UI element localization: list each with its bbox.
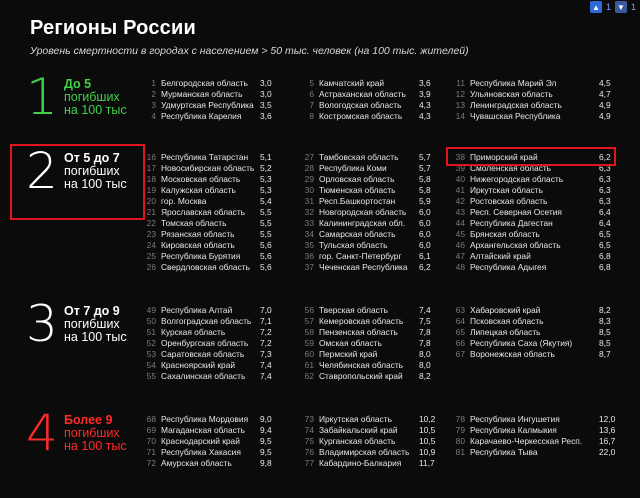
row-value: 7,2 <box>260 327 272 337</box>
row-value: 9,5 <box>260 436 272 446</box>
row-value: 5,6 <box>260 240 272 250</box>
row-value: 10,9 <box>419 447 436 457</box>
row-value: 6,4 <box>599 218 611 228</box>
row-value: 5,5 <box>260 218 272 228</box>
row-value: 5,5 <box>260 207 272 217</box>
row-region: Пермский край <box>319 349 378 359</box>
row-region: гор. Москва <box>161 196 207 206</box>
row-rank: 31 <box>304 196 314 206</box>
row-rank: 59 <box>304 338 314 348</box>
row-value: 12,0 <box>599 414 616 424</box>
row-value: 10,5 <box>419 436 436 446</box>
row-region: гор. Санкт-Петербург <box>319 251 402 261</box>
row-value: 11,7 <box>419 458 435 468</box>
row-value: 6,3 <box>599 196 611 206</box>
row-value: 7,3 <box>260 349 272 359</box>
row-rank: 8 <box>309 111 314 121</box>
row-value: 5,3 <box>260 174 272 184</box>
row-region: Кемеровская область <box>319 316 404 326</box>
row-region: Костромская область <box>319 111 403 121</box>
row-region: Кировская область <box>161 240 235 250</box>
row-rank: 41 <box>455 185 465 195</box>
row-region: Республика Коми <box>319 163 387 173</box>
group-range: От 5 до 7 <box>64 151 120 165</box>
group-range: До 5 <box>64 77 92 91</box>
row-rank: 55 <box>146 371 156 381</box>
row-value: 6,3 <box>599 163 611 173</box>
group-unit-line2: на 100 тыс <box>64 103 127 117</box>
row-rank: 23 <box>146 229 156 239</box>
row-region: Респ. Северная Осетия <box>470 207 562 217</box>
row-value: 3,0 <box>260 78 272 88</box>
row-region: Оренбургская область <box>161 338 249 348</box>
row-value: 22,0 <box>599 447 616 457</box>
row-value: 8,3 <box>599 316 611 326</box>
row-rank: 54 <box>146 360 156 370</box>
row-region: Ульяновская область <box>470 89 553 99</box>
group-unit-line2: на 100 тыс <box>64 330 127 344</box>
row-value: 7,4 <box>260 371 272 381</box>
row-rank: 18 <box>146 174 156 184</box>
row-value: 6,2 <box>599 152 611 162</box>
row-region: Республика Саха (Якутия) <box>470 338 573 348</box>
row-rank: 37 <box>304 262 314 272</box>
row-value: 6,5 <box>599 240 611 250</box>
group-number: 4 <box>26 404 58 462</box>
row-rank: 53 <box>146 349 156 359</box>
row-region: Смоленская область <box>470 163 552 173</box>
row-rank: 50 <box>146 316 156 326</box>
row-region: Красноярский край <box>161 360 236 370</box>
row-value: 6,3 <box>599 174 611 184</box>
row-rank: 35 <box>304 240 314 250</box>
row-region: Псковская область <box>470 316 544 326</box>
row-rank: 46 <box>455 240 465 250</box>
row-rank: 14 <box>455 111 465 121</box>
row-value: 7,0 <box>260 305 272 315</box>
group-number: 3 <box>26 295 58 353</box>
row-rank: 48 <box>455 262 465 272</box>
row-region: Калининградская обл. <box>319 218 406 228</box>
row-region: Новосибирская область <box>161 163 255 173</box>
row-value: 6,8 <box>599 251 611 261</box>
row-rank: 68 <box>146 414 156 424</box>
row-rank: 58 <box>304 327 314 337</box>
row-region: Республика Дагестан <box>470 218 553 228</box>
row-rank: 22 <box>146 218 156 228</box>
row-rank: 25 <box>146 251 156 261</box>
row-region: Саратовская область <box>161 349 245 359</box>
row-value: 7,5 <box>419 316 431 326</box>
row-rank: 32 <box>304 207 314 217</box>
row-value: 5,7 <box>419 163 431 173</box>
row-value: 6,4 <box>599 207 611 217</box>
row-rank: 33 <box>304 218 314 228</box>
row-region: Курская область <box>161 327 226 337</box>
row-region: Орловская область <box>319 174 395 184</box>
row-value: 7,8 <box>419 338 431 348</box>
row-region: Удмуртская Республика <box>161 100 254 110</box>
row-rank: 73 <box>304 414 314 424</box>
group-range: От 7 до 9 <box>64 304 120 318</box>
row-rank: 61 <box>304 360 314 370</box>
row-rank: 75 <box>304 436 314 446</box>
row-value: 3,6 <box>419 78 431 88</box>
row-region: Чувашская Республика <box>470 111 561 121</box>
row-region: Республика Бурятия <box>161 251 241 261</box>
row-value: 6,5 <box>599 229 611 239</box>
row-value: 4,9 <box>599 100 611 110</box>
row-rank: 28 <box>304 163 314 173</box>
row-region: Ленинградская область <box>470 100 562 110</box>
up-count: 1 <box>605 2 611 12</box>
row-value: 3,5 <box>260 100 272 110</box>
row-value: 5,4 <box>260 196 272 206</box>
row-region: Республика Калмыкия <box>470 425 557 435</box>
row-region: Тульская область <box>319 240 388 250</box>
row-rank: 69 <box>146 425 156 435</box>
row-rank: 43 <box>455 207 465 217</box>
row-value: 6,0 <box>419 229 431 239</box>
row-region: Камчатский край <box>319 78 385 88</box>
row-value: 3,6 <box>260 111 272 121</box>
row-region: Пензенская область <box>319 327 398 337</box>
row-region: Архангельская область <box>470 240 561 250</box>
row-region: Республика Адыгея <box>470 262 547 272</box>
group-unit-line1: погибших <box>64 90 120 104</box>
row-rank: 26 <box>146 262 156 272</box>
highlight-box-group-2 <box>10 144 145 220</box>
row-rank: 51 <box>146 327 156 337</box>
row-rank: 80 <box>455 436 465 446</box>
group-number: 2 <box>26 142 58 200</box>
page-subtitle: Уровень смертности в городах с населением > 50 тыс. человек (на 100 тыс. жителей) <box>30 45 469 57</box>
row-value: 8,0 <box>419 349 431 359</box>
row-region: Амурская область <box>161 458 232 468</box>
row-value: 4,3 <box>419 111 431 121</box>
row-value: 4,3 <box>419 100 431 110</box>
row-value: 5,8 <box>419 174 431 184</box>
row-region: Ростовская область <box>470 196 548 206</box>
row-value: 6,0 <box>419 207 431 217</box>
row-rank: 52 <box>146 338 156 348</box>
row-value: 6,2 <box>419 262 431 272</box>
row-region: Ставропольский край <box>319 371 403 381</box>
row-value: 10,2 <box>419 414 436 424</box>
row-region: Магаданская область <box>161 425 245 435</box>
row-region: Респ.Башкортостан <box>319 196 396 206</box>
row-rank: 40 <box>455 174 465 184</box>
row-value: 4,9 <box>599 111 611 121</box>
row-region: Республика Ингушетия <box>470 414 560 424</box>
group-unit-line1: погибших <box>64 317 120 331</box>
row-region: Республика Карелия <box>161 111 242 121</box>
group-label <box>64 414 127 453</box>
group-label <box>64 78 127 117</box>
down-count: 1 <box>630 2 636 12</box>
row-region: Кабардино-Балкария <box>319 458 402 468</box>
row-region: Томская область <box>161 218 227 228</box>
row-rank: 44 <box>455 218 465 228</box>
row-rank: 57 <box>304 316 314 326</box>
row-value: 6,8 <box>599 262 611 272</box>
row-region: Иркутская область <box>319 414 392 424</box>
row-value: 10,5 <box>419 425 436 435</box>
row-region: Республика Марий Эл <box>470 78 557 88</box>
row-value: 6,0 <box>419 240 431 250</box>
row-region: Вологодская область <box>319 100 402 110</box>
row-value: 7,1 <box>260 316 272 326</box>
row-value: 8,2 <box>419 371 431 381</box>
group-range: Более 9 <box>64 413 113 427</box>
thumbs-down-icon[interactable]: ▼ <box>615 1 627 13</box>
row-region: Хабаровский край <box>470 305 541 315</box>
row-rank: 2 <box>151 89 156 99</box>
row-rank: 42 <box>455 196 465 206</box>
group-number: 1 <box>26 68 58 126</box>
row-value: 5,3 <box>260 185 272 195</box>
row-rank: 77 <box>304 458 314 468</box>
row-region: Брянская область <box>470 229 540 239</box>
row-rank: 29 <box>304 174 314 184</box>
row-region: Калужская область <box>161 185 236 195</box>
row-rank: 56 <box>304 305 314 315</box>
row-region: Челябинская область <box>319 360 404 370</box>
row-rank: 70 <box>146 436 156 446</box>
row-value: 5,8 <box>419 185 431 195</box>
row-region: Сахалинская область <box>161 371 246 381</box>
row-rank: 12 <box>455 89 465 99</box>
row-region: Иркутская область <box>470 185 543 195</box>
row-rank: 67 <box>455 349 465 359</box>
row-rank: 20 <box>146 196 156 206</box>
row-value: 7,8 <box>419 327 431 337</box>
row-value: 5,6 <box>260 251 272 261</box>
row-value: 7,2 <box>260 338 272 348</box>
row-rank: 7 <box>309 100 314 110</box>
row-region: Самарская область <box>319 229 396 239</box>
group-unit-line2: на 100 тыс <box>64 177 127 191</box>
row-region: Карачаево-Черкесская Респ. <box>470 436 583 446</box>
row-value: 3,9 <box>419 89 431 99</box>
row-value: 4,5 <box>599 78 611 88</box>
row-value: 6,0 <box>419 218 431 228</box>
row-rank: 21 <box>146 207 156 217</box>
group-unit-line1: погибших <box>64 164 120 178</box>
row-rank: 30 <box>304 185 314 195</box>
row-region: Курганская область <box>319 436 396 446</box>
rating-widget <box>586 0 640 14</box>
row-rank: 17 <box>146 163 156 173</box>
row-region: Тамбовская область <box>319 152 399 162</box>
row-value: 8,7 <box>599 349 611 359</box>
row-region: Тюменская область <box>319 185 396 195</box>
row-value: 9,0 <box>260 414 272 424</box>
row-rank: 36 <box>304 251 314 261</box>
row-value: 5,1 <box>260 152 272 162</box>
row-value: 5,6 <box>260 262 272 272</box>
row-rank: 76 <box>304 447 314 457</box>
row-rank: 39 <box>455 163 465 173</box>
row-region: Владимирская область <box>319 447 410 457</box>
row-value: 7,4 <box>419 305 431 315</box>
row-rank: 78 <box>455 414 465 424</box>
row-rank: 81 <box>455 447 465 457</box>
row-region: Чеченская Республика <box>319 262 408 272</box>
row-region: Краснодарский край <box>161 436 240 446</box>
row-region: Московская область <box>161 174 241 184</box>
row-rank: 38 <box>455 152 465 162</box>
row-value: 5,9 <box>419 196 431 206</box>
thumbs-up-icon[interactable]: ▲ <box>590 1 602 13</box>
row-value: 9,4 <box>260 425 272 435</box>
row-value: 6,3 <box>599 185 611 195</box>
group-unit-line1: погибших <box>64 426 120 440</box>
row-value: 5,7 <box>419 152 431 162</box>
row-rank: 79 <box>455 425 465 435</box>
row-value: 13,6 <box>599 425 616 435</box>
row-rank: 49 <box>146 305 156 315</box>
row-rank: 71 <box>146 447 156 457</box>
row-region: Нижегородская область <box>470 174 564 184</box>
highlight-box-primorsky <box>446 147 616 166</box>
row-value: 8,5 <box>599 327 611 337</box>
row-rank: 45 <box>455 229 465 239</box>
row-region: Приморский край <box>470 152 538 162</box>
row-region: Белгородская область <box>161 78 248 88</box>
row-region: Омская область <box>319 338 382 348</box>
row-rank: 4 <box>151 111 156 121</box>
row-region: Липецкая область <box>470 327 541 337</box>
row-rank: 16 <box>146 152 156 162</box>
row-value: 16,7 <box>599 436 616 446</box>
row-rank: 47 <box>455 251 465 261</box>
row-region: Рязанская область <box>161 229 235 239</box>
row-region: Воронежская область <box>470 349 555 359</box>
row-rank: 65 <box>455 327 465 337</box>
row-rank: 24 <box>146 240 156 250</box>
row-rank: 19 <box>146 185 156 195</box>
row-value: 9,5 <box>260 447 272 457</box>
row-value: 5,5 <box>260 229 272 239</box>
row-region: Тверская область <box>319 305 388 315</box>
row-region: Мурманская область <box>161 89 243 99</box>
row-region: Свердловская область <box>161 262 250 272</box>
row-region: Астраханская область <box>319 89 406 99</box>
row-value: 4,7 <box>599 89 611 99</box>
row-value: 8,5 <box>599 338 611 348</box>
row-value: 8,2 <box>599 305 611 315</box>
row-region: Алтайский край <box>470 251 531 261</box>
row-rank: 74 <box>304 425 314 435</box>
row-rank: 5 <box>309 78 314 88</box>
row-value: 5,2 <box>260 163 272 173</box>
row-value: 3,0 <box>260 89 272 99</box>
row-rank: 6 <box>309 89 314 99</box>
row-region: Республика Алтай <box>161 305 233 315</box>
row-value: 8,0 <box>419 360 431 370</box>
row-rank: 34 <box>304 229 314 239</box>
row-region: Забайкальский край <box>319 425 398 435</box>
row-rank: 66 <box>455 338 465 348</box>
row-value: 6,1 <box>419 251 431 261</box>
row-region: Волгоградская область <box>161 316 252 326</box>
row-rank: 3 <box>151 100 156 110</box>
row-rank: 1 <box>151 78 156 88</box>
group-unit-line2: на 100 тыс <box>64 439 127 453</box>
row-region: Республика Мордовия <box>161 414 249 424</box>
row-region: Республика Хакасия <box>161 447 241 457</box>
row-rank: 11 <box>456 78 465 88</box>
row-rank: 63 <box>455 305 465 315</box>
row-value: 9,8 <box>260 458 272 468</box>
row-region: Республика Татарстан <box>161 152 249 162</box>
row-region: Республика Тыва <box>470 447 538 457</box>
page-title: Регионы России <box>30 17 196 39</box>
row-value: 7,4 <box>260 360 272 370</box>
row-region: Новгородская область <box>319 207 407 217</box>
row-rank: 72 <box>146 458 156 468</box>
row-rank: 64 <box>455 316 465 326</box>
group-label <box>64 305 127 344</box>
row-rank: 13 <box>455 100 465 110</box>
row-rank: 27 <box>304 152 314 162</box>
row-region: Ярославская область <box>161 207 246 217</box>
row-rank: 62 <box>304 371 314 381</box>
row-rank: 60 <box>304 349 314 359</box>
